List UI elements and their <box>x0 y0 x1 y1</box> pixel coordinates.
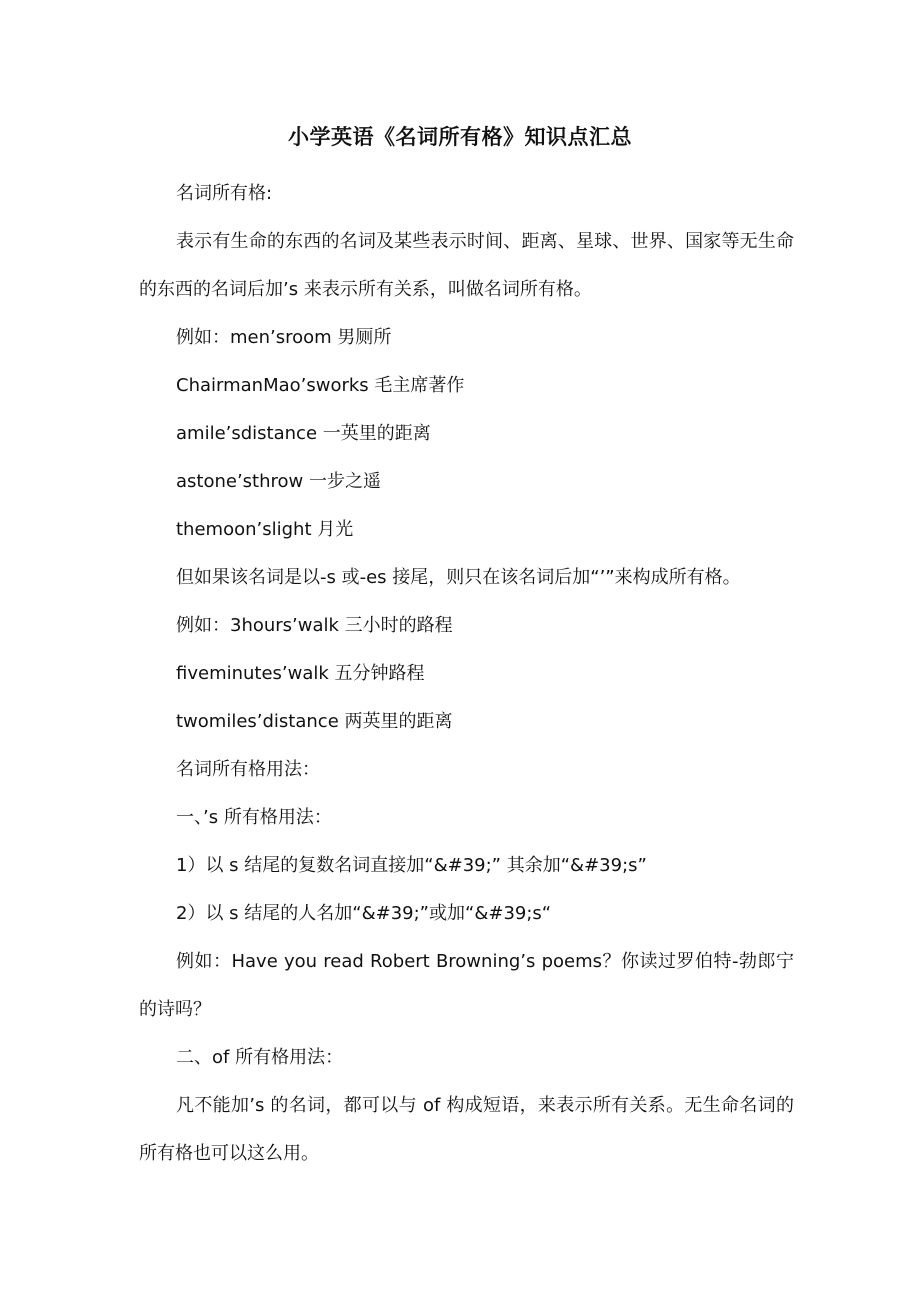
paragraph-example-browning: 例如：Have you read Robert Browning’s poems？你读过罗伯特-勃郎宁的诗吗？ <box>139 951 794 1020</box>
paragraph-heading-possessive: 名词所有格: <box>176 183 273 204</box>
paragraph-rule-s-ending: 但如果该名词是以-s 或-es 接尾，则只在该名词后加“’”来构成所有格。 <box>176 567 741 588</box>
document-title: 小学英语《名词所有格》知识点汇总 <box>288 125 632 149</box>
document-body <box>139 170 794 1178</box>
paragraph-section-two: 二、of 所有格用法： <box>176 1047 344 1068</box>
paragraph-example: amile’sdistance 一英里的距离 <box>176 423 431 444</box>
paragraph-example: themoon’slight 月光 <box>176 519 354 540</box>
paragraph-example: 例如：3hours’walk 三小时的路程 <box>176 615 453 636</box>
paragraph-section-one: 一、’s 所有格用法： <box>176 807 332 828</box>
paragraph-example: twomiles’distance 两英里的距离 <box>176 711 453 732</box>
paragraph-rule-2: 2）以 s 结尾的人名加“&#39;”或加“&#39;s“ <box>176 903 552 924</box>
paragraph-example: 例如：men’sroom 男厕所 <box>176 327 392 348</box>
paragraph-example: astone’sthrow 一步之遥 <box>176 471 381 492</box>
paragraph-of-usage: 凡不能加’s 的名词，都可以与 of 构成短语，来表示所有关系。无生命名词的所有格也可以这么用。 <box>139 1095 794 1164</box>
paragraph-heading-usage: 名词所有格用法： <box>176 759 320 780</box>
paragraph-definition: 表示有生命的东西的名词及某些表示时间、距离、星球、世界、国家等无生命的东西的名词后加’s 来表示所有关系，叫做名词所有格。 <box>139 231 794 300</box>
paragraph-example: ChairmanMao’sworks 毛主席著作 <box>176 375 465 396</box>
paragraph-example: fiveminutes’walk 五分钟路程 <box>176 663 425 684</box>
paragraph-rule-1: 1）以 s 结尾的复数名词直接加“&#39;” 其余加“&#39;s” <box>176 855 647 876</box>
